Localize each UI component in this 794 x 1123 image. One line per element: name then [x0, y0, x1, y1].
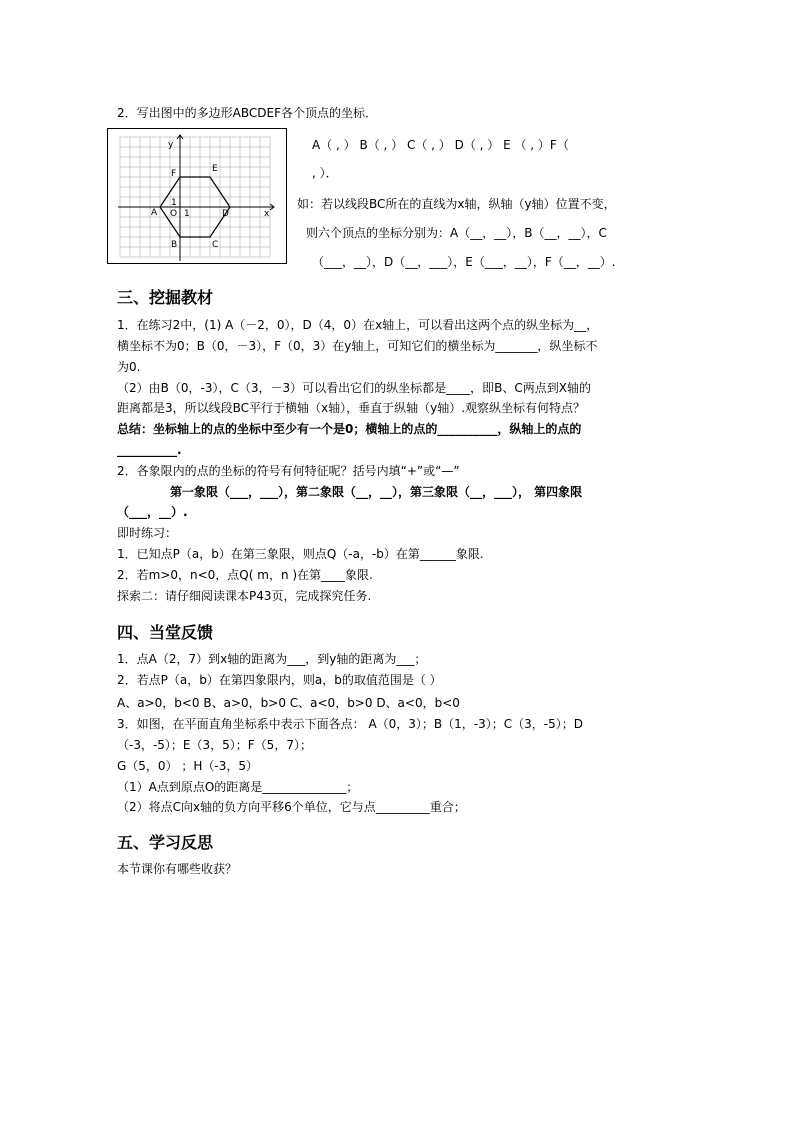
- label-F: F: [171, 169, 177, 179]
- section4-q3-sub-1: （1）A点到原点O的距离是______________；: [117, 780, 359, 794]
- section4-q1: 1．点A（2，7）到x轴的距离为___，到y轴的距离为___；: [117, 652, 427, 666]
- section4-q3-sub-2: （2）将点C向x轴的负方向平移6个单位，它与点_________重合；: [117, 800, 466, 814]
- coordinate-figure: [107, 128, 287, 264]
- q2-example-line-3: （___，__），D（__，___），E（___，__），F（__，__）.: [312, 255, 616, 269]
- q2-example-line-2: 则六个顶点的坐标分别为：A（__，__），B（__，__），C: [306, 226, 607, 240]
- section3-line-2: 横坐标不为0；B（0，－3），F（0，3）在y轴上，可知它们的横坐标为_______，纵坐标不: [117, 339, 598, 353]
- label-unit-y: 1: [171, 198, 177, 208]
- section4-heading: 四、当堂反馈: [117, 623, 214, 642]
- section3-line-3: 为0.: [117, 360, 141, 374]
- coordinate-grid: [108, 129, 286, 263]
- section3-summary-2: __________.: [117, 443, 182, 457]
- section3-line-5: 距离都是3，所以线段BC平行于横轴（x轴），垂直于纵轴（y轴）.观察纵坐标有何特点？: [117, 401, 586, 415]
- label-D: D: [222, 209, 229, 219]
- explore-2: 探索二：请仔细阅读课本P43页，完成探究任务.: [117, 589, 372, 603]
- label-C: C: [212, 240, 219, 250]
- section3-heading: 三、挖掘教材: [117, 288, 214, 307]
- section4-q3-line-1: 3．如图，在平面直角坐标系中表示下面各点： A（0，3）；B（1，-3）；C（3，-5）；D: [117, 717, 583, 731]
- practice-1: 1．已知点P（a，b）在第三象限，则点Q（-a，-b）在第______象限.: [117, 547, 484, 561]
- label-y: y: [168, 140, 174, 150]
- section3-q2: 2．各象限内的点的坐标的符号有何特征呢？括号内填“+”或“—”: [117, 464, 460, 478]
- section4-q2: 2．若点P（a，b）在第四象限内，则a，b的取值范围是（ ）: [117, 673, 442, 687]
- label-A: A: [151, 208, 158, 218]
- practice-2: 2．若m>0，n<0，点Q( m，n )在第____象限.: [117, 568, 373, 582]
- section3-quadrants-1: 第一象限（___，___），第二象限（__，__），第三象限（__，___）， 第四象限: [170, 485, 583, 499]
- label-B: B: [171, 240, 178, 250]
- q2-example-line-1: 如：若以线段BC所在的直线为x轴，纵轴（y轴）位置不变，: [297, 197, 616, 211]
- label-unit-x: 1: [184, 209, 190, 219]
- section4-options: A、a>0，b<0 B、a>0，b>0 C、a<0，b>0 D、a<0，b<0: [117, 696, 460, 710]
- q2-answers-line-2: , ）．: [312, 166, 338, 180]
- section4-q3-line-3: G（5，0） ；H（-3，5）: [117, 759, 259, 773]
- label-x: x: [264, 209, 270, 219]
- label-E: E: [212, 164, 218, 174]
- section3-line-4: （2）由B（0，-3），C（3，－3）可以看出它们的纵坐标都是____，即B、C两点到X轴的: [117, 381, 591, 395]
- section3-summary-1: 总结：坐标轴上的点的坐标中至少有一个是0；横轴上的点的__________，纵轴上的点的: [117, 422, 582, 436]
- practice-title: 即时练习：: [117, 526, 178, 540]
- q2-title: 2．写出图中的多边形ABCDEF各个顶点的坐标．: [117, 106, 377, 120]
- section3-line-1: 1．在练习2中，(1) A（－2，0），D（4，0）在x轴上，可以看出这两个点的纵坐标为__，: [117, 318, 599, 332]
- section5-prompt: 本节课你有哪些收获？: [117, 862, 238, 876]
- section4-q3-line-2: （-3，-5）；E（3，5）；F（5，7）；: [117, 738, 312, 752]
- q2-answers-line-1: A（ , ） B（ , ） C（ , ） D（ , ） E （ , ）F（: [312, 138, 569, 152]
- section3-quadrants-2: （___，__）.: [117, 505, 188, 519]
- label-O: O: [170, 209, 178, 219]
- section5-heading: 五、学习反思: [117, 833, 214, 852]
